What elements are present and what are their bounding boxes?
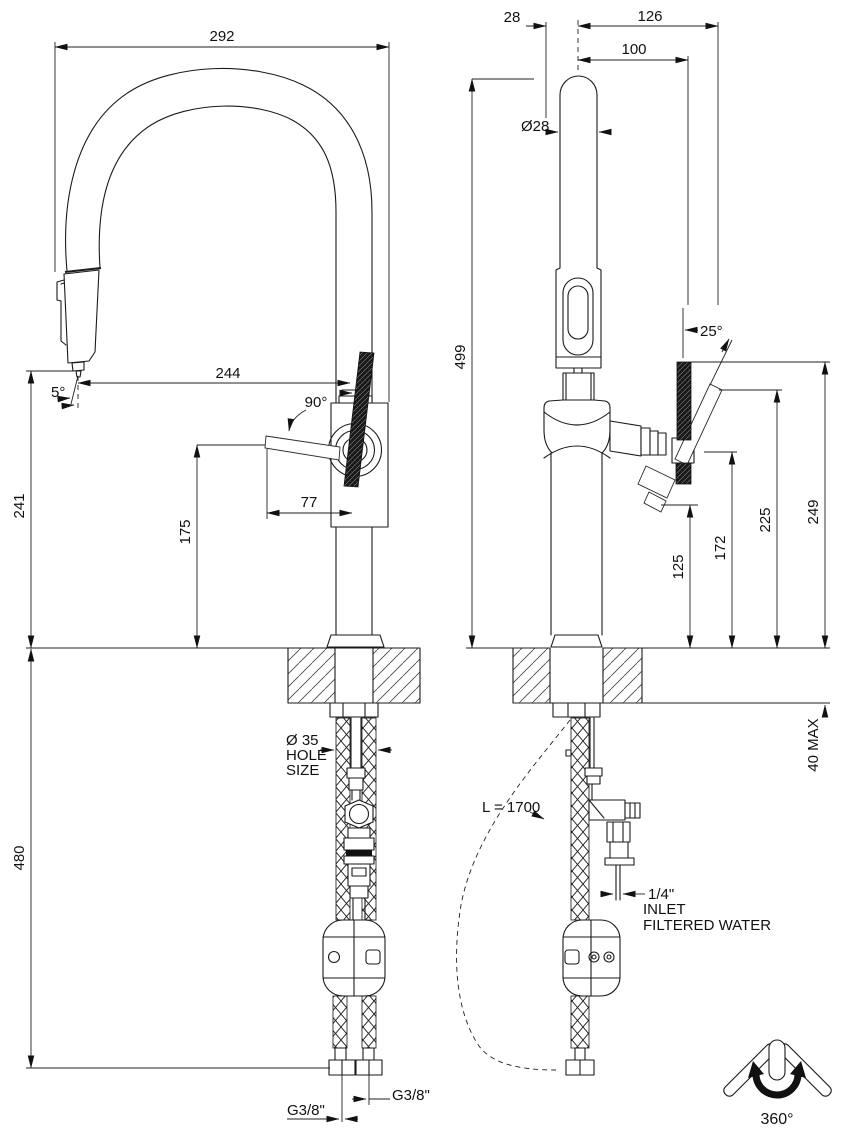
swivel-label: 360° [760, 1111, 794, 1128]
dim-spray-angle: 5° [51, 384, 66, 401]
dim-handle-height: 175 [177, 519, 194, 545]
dim-lever-reach-tilted: 126 [637, 8, 663, 25]
dim-height-172: 172 [712, 535, 729, 561]
note-inlet-2: FILTERED WATER [643, 917, 772, 934]
dim-handle-offset: 77 [300, 494, 318, 511]
dim-thread-left: G3/8" [287, 1102, 325, 1119]
note-hose-length: L = 1700 [482, 799, 541, 816]
dim-thread-right: G3/8" [392, 1087, 430, 1104]
dim-height-225: 225 [757, 507, 774, 533]
dim-spout-diameter: Ø28 [521, 118, 550, 135]
dim-lever-reach: 100 [621, 41, 647, 58]
note-hole-size-1: Ø 35 [286, 732, 319, 749]
dim-height-249: 249 [805, 499, 822, 525]
note-hole-size-3: SIZE [286, 762, 320, 779]
note-hole-size-2: HOLE [286, 747, 327, 764]
dim-overall-width: 292 [209, 28, 235, 45]
dim-under-counter: 480 [11, 845, 28, 871]
dim-handle-rotation: 90° [304, 394, 328, 411]
dim-inlet-size: 1/4" [648, 886, 675, 903]
handle-grip-front [677, 362, 691, 440]
dim-lever-angle: 25° [700, 323, 723, 340]
dim-total-height: 499 [452, 344, 469, 370]
dim-hose-offset: 28 [503, 9, 521, 26]
dim-height-125: 125 [670, 554, 687, 580]
dim-counter-max: 40 MAX [805, 718, 822, 772]
dim-spout-reach: 244 [215, 365, 241, 382]
note-inlet-1: INLET [643, 901, 686, 918]
dim-spout-height: 241 [11, 493, 28, 519]
